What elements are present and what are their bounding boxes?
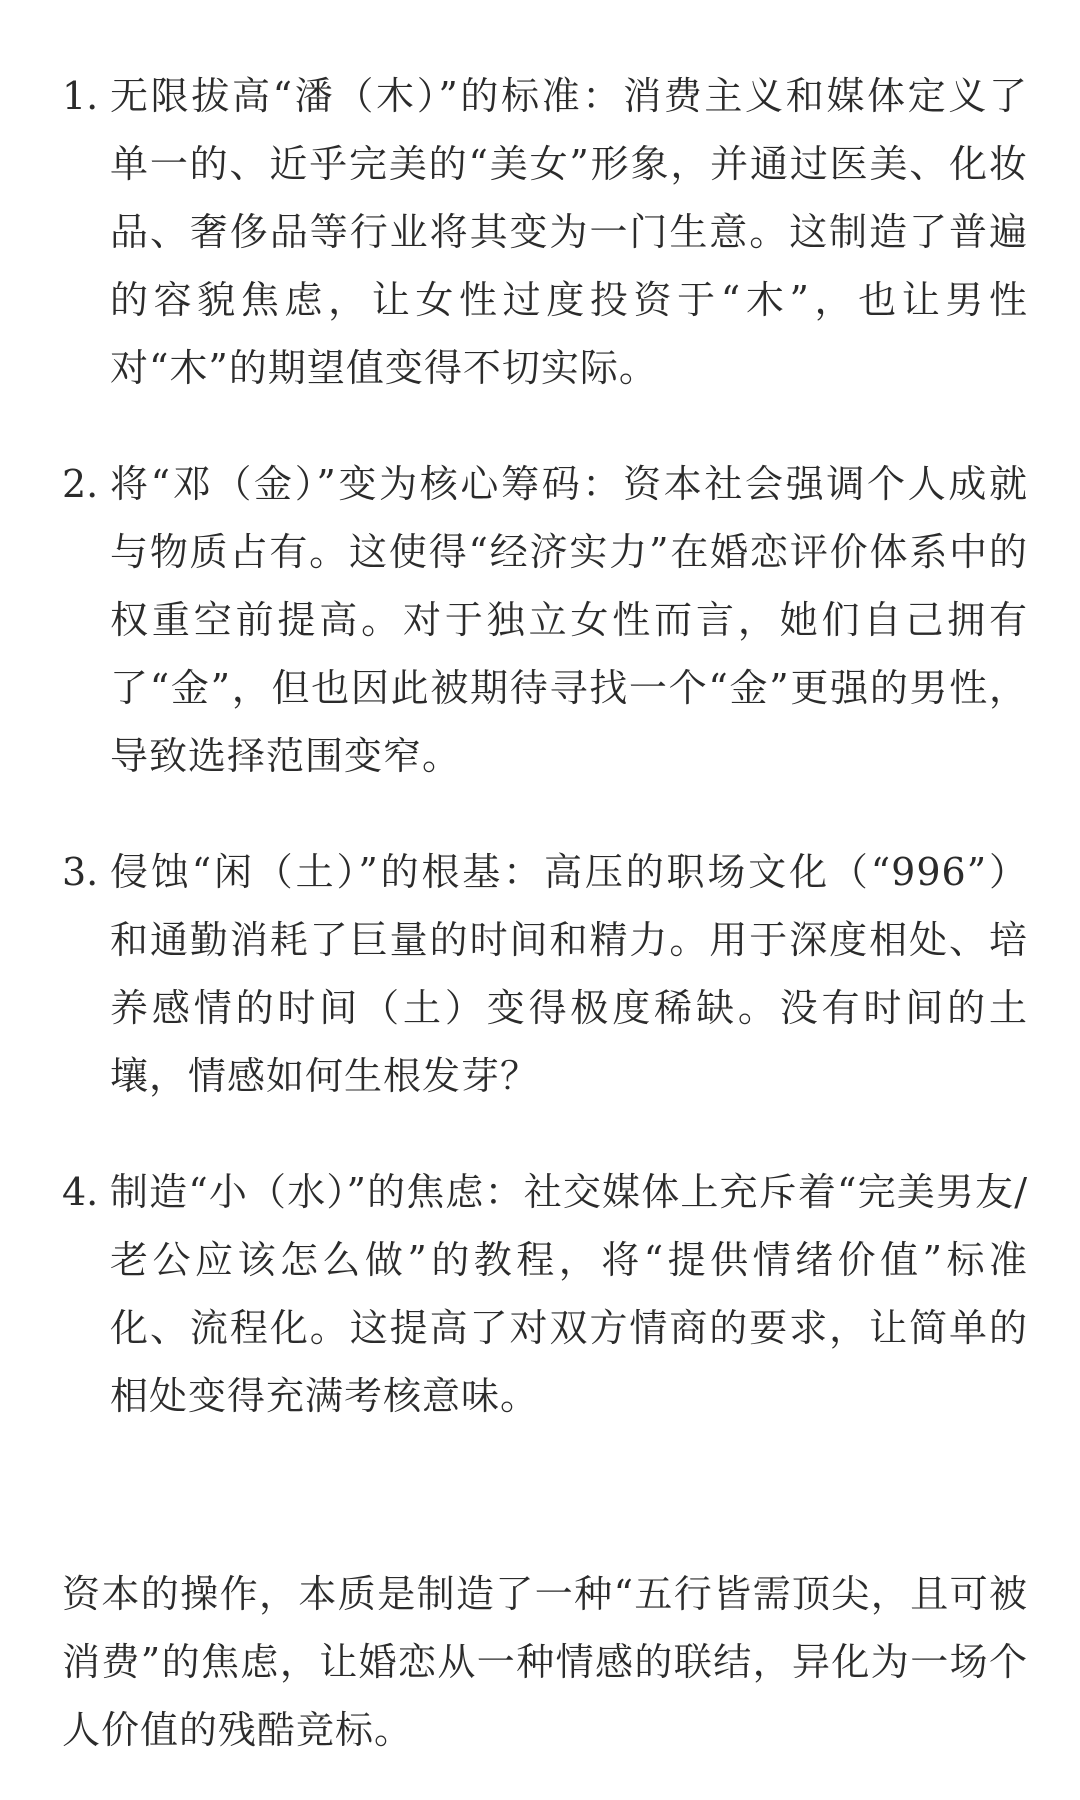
- list-item: [62, 838, 1028, 1110]
- list-item-number: 2.: [62, 462, 99, 506]
- conclusion-paragraph: 资本的操作，本质是制造了一种“五行皆需顶尖，且可被消费”的焦虑，让婚恋从一种情感的联结，异化为一场个人价值的残酷竞标。: [62, 1572, 1028, 1752]
- numbered-list: [62, 62, 1028, 1430]
- list-item: [62, 1158, 1028, 1430]
- list-item-text: 将“邓（金）”变为核心筹码：资本社会强调个人成就与物质占有。这使得“经济实力”在婚恋评价体系中的权重空前提高。对于独立女性而言，她们自己拥有了“金”，但也因此被期待寻找一个“金”更强的男性，导致选择范围变窄。: [110, 462, 1028, 778]
- list-item: [62, 450, 1028, 790]
- list-item: [62, 62, 1028, 402]
- list-item-text: 侵蚀“闲（土）”的根基：高压的职场文化（“996”）和通勤消耗了巨量的时间和精力。用于深度相处、培养感情的时间（土）变得极度稀缺。没有时间的土壤，情感如何生根发芽？: [110, 850, 1028, 1098]
- list-item-text: 无限拔高“潘（木）”的标准：消费主义和媒体定义了单一的、近乎完美的“美女”形象，并通过医美、化妆品、奢侈品等行业将其变为一门生意。这制造了普遍的容貌焦虑，让女性过度投资于“木”，也让男性对“木”的期望值变得不切实际。: [110, 74, 1028, 390]
- list-item-text: 制造“小（水）”的焦虑：社交媒体上充斥着“完美男友/老公应该怎么做”的教程，将“提供情绪价值”标准化、流程化。这提高了对双方情商的要求，让简单的相处变得充满考核意味。: [110, 1170, 1028, 1418]
- list-item-number: 3.: [62, 850, 99, 894]
- list-item-number: 4.: [62, 1170, 99, 1214]
- list-item-number: 1.: [62, 74, 99, 118]
